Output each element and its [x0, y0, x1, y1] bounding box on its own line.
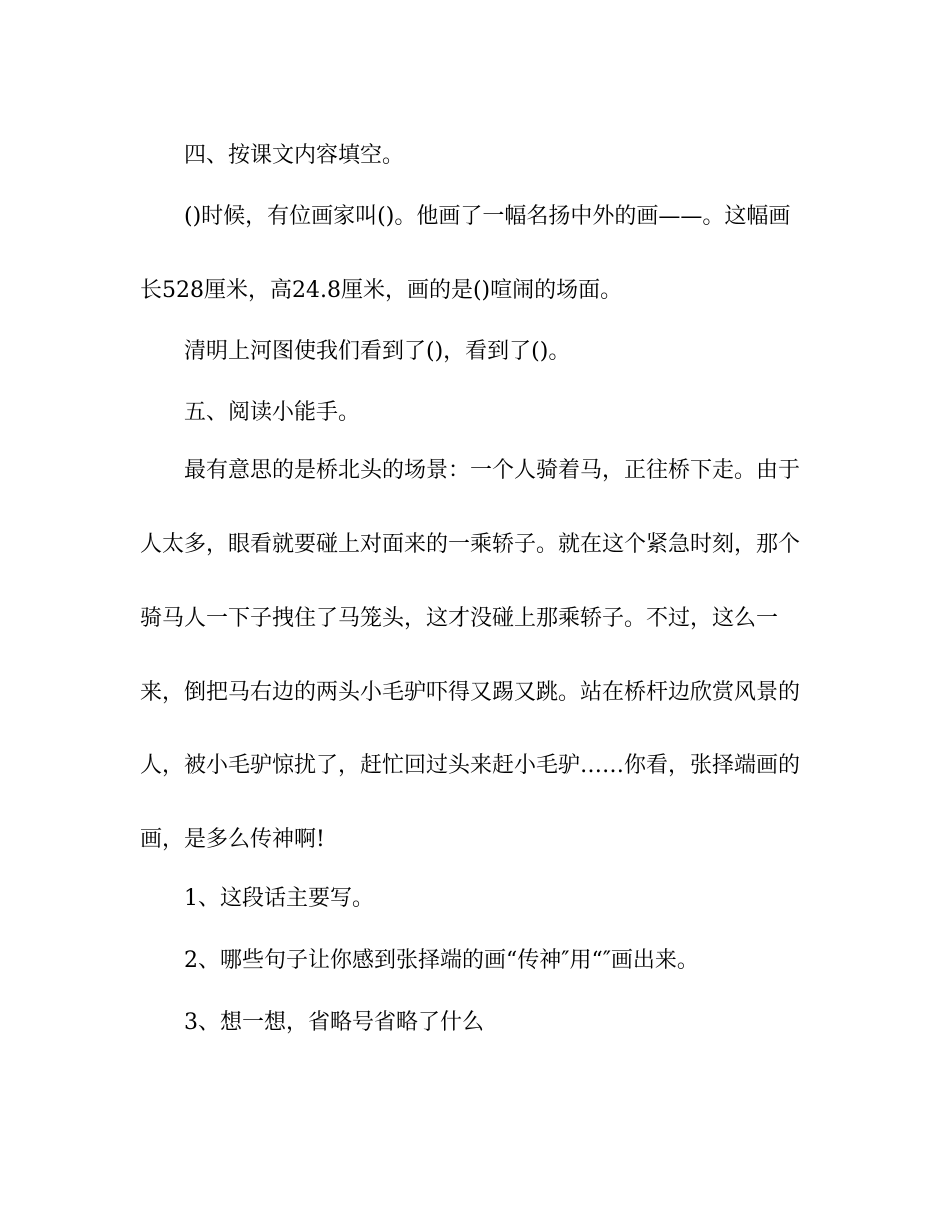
fill-blank-line-1: ()时候，有位画家叫()。他画了一幅名扬中外的画——。这幅画: [184, 204, 791, 229]
passage-line: 画，是多么传神啊!: [140, 827, 325, 852]
fill-blank-line-3: 清明上河图使我们看到了()，看到了()。: [184, 339, 571, 364]
passage-line: 来，倒把马右边的两头小毛驴吓得又踢又跳。站在桥杆边欣赏风景的: [140, 680, 801, 705]
question-2: 2、哪些句子让你感到张择端的画“传神″用“″画出来。: [184, 948, 699, 973]
question-3: 3、想一想，省略号省略了什么: [184, 1010, 484, 1035]
passage-line: 骑马人一下子拽住了马笼头，这才没碰上那乘轿子。不过，这么一: [140, 606, 779, 631]
question-1: 1、这段话主要写。: [184, 886, 374, 911]
passage-line: 人，被小毛驴惊扰了，赶忙回过头来赶小毛驴……你看，张择端画的: [140, 753, 801, 778]
fill-blank-line-2: 长528厘米，高24.8厘米，画的是()喧闹的场面。: [140, 278, 623, 303]
passage-line: 最有意思的是桥北头的场景：一个人骑着马，正往桥下走。由于: [184, 458, 801, 483]
section-4-heading: 四、按课文内容填空。: [184, 143, 405, 168]
section-5-heading: 五、阅读小能手。: [184, 400, 361, 425]
passage-line: 人太多，眼看就要碰上对面来的一乘轿子。就在这个紧急时刻，那个: [140, 532, 801, 557]
